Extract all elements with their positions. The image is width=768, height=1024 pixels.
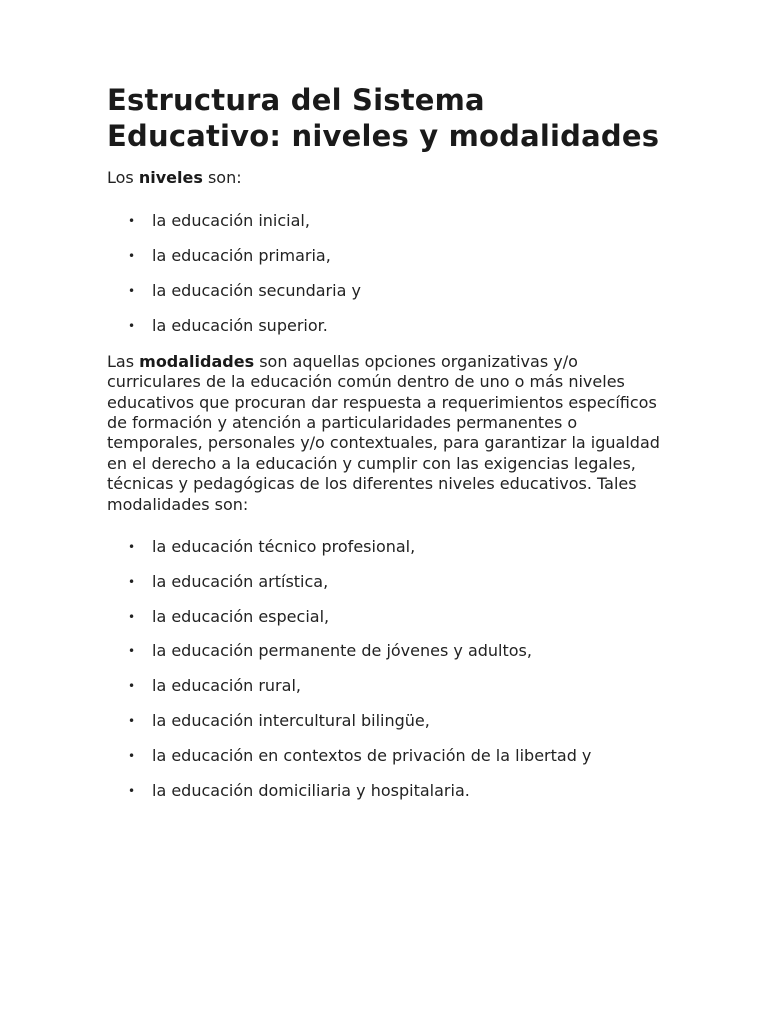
niveles-intro-bold: niveles xyxy=(138,168,203,187)
list-item-text: la educación en contextos de privación de la libertad y xyxy=(152,745,592,765)
list-item xyxy=(107,211,667,231)
list-item-text: la educación intercultural bilingüe, xyxy=(152,711,430,731)
bullet-icon: • xyxy=(128,714,136,729)
bullet-icon: • xyxy=(128,679,136,694)
bullet-icon: • xyxy=(128,540,136,555)
bullet-icon: • xyxy=(128,783,136,798)
modalidades-paragraph-prefix: Las xyxy=(107,351,140,371)
list-item xyxy=(107,281,667,301)
bullet-icon: • xyxy=(128,249,136,264)
list-item-text: la educación inicial, xyxy=(152,211,310,231)
list-item-text: la educación artística, xyxy=(152,571,329,591)
document-content xyxy=(107,82,667,815)
page-title: Estructura del Sistema Educativo: niveles y modalidades xyxy=(107,83,660,153)
list-item-text: la educación superior. xyxy=(152,315,328,335)
bullet-icon: • xyxy=(128,318,136,333)
modalidades-paragraph-bold: modalidades xyxy=(139,351,255,371)
bullet-icon: • xyxy=(128,609,136,624)
list-item-text: la educación primaria, xyxy=(152,246,331,266)
list-item xyxy=(107,676,667,696)
niveles-list xyxy=(107,211,667,335)
list-item-text: la educación permanente de jóvenes y adultos, xyxy=(152,641,532,661)
modalidades-paragraph-suffix: son aquellas opciones organizativas y/o curriculares de la educación común dentro de uno o más niveles educativos que procuran dar respuesta a requerimientos específicos de formación y atención a particularidades permanentes o temporales, personales y/o contextuales, para garantizar la igualdad en el derecho a la educación y cumplir con las exigencias legales, técnicas y pedagógicas de los diferentes niveles educativos. Tales modalidades son: xyxy=(107,351,660,514)
bullet-icon: • xyxy=(128,284,136,298)
bullet-icon: • xyxy=(128,574,136,589)
list-item-text: la educación rural, xyxy=(152,676,301,696)
bullet-icon: • xyxy=(128,644,136,659)
list-item xyxy=(107,246,667,266)
list-item xyxy=(107,607,667,627)
bullet-icon: • xyxy=(128,214,136,229)
list-item xyxy=(107,746,667,766)
modalidades-list xyxy=(107,537,667,801)
list-item xyxy=(107,711,667,731)
list-item xyxy=(107,316,667,336)
list-item xyxy=(107,781,667,801)
list-item xyxy=(107,537,667,557)
list-item xyxy=(107,572,667,592)
niveles-intro-prefix: Los xyxy=(107,168,139,187)
list-item xyxy=(107,641,667,661)
list-item-text: la educación técnico profesional, xyxy=(152,537,416,557)
modalidades-paragraph xyxy=(107,352,667,515)
bullet-icon: • xyxy=(128,748,136,763)
list-item-text: la educación especial, xyxy=(152,606,330,626)
list-item-text: la educación domiciliaria y hospitalaria. xyxy=(152,780,470,800)
niveles-intro-suffix: son: xyxy=(202,168,242,187)
list-item-text: la educación secundaria y xyxy=(152,281,361,300)
niveles-intro xyxy=(107,168,667,188)
